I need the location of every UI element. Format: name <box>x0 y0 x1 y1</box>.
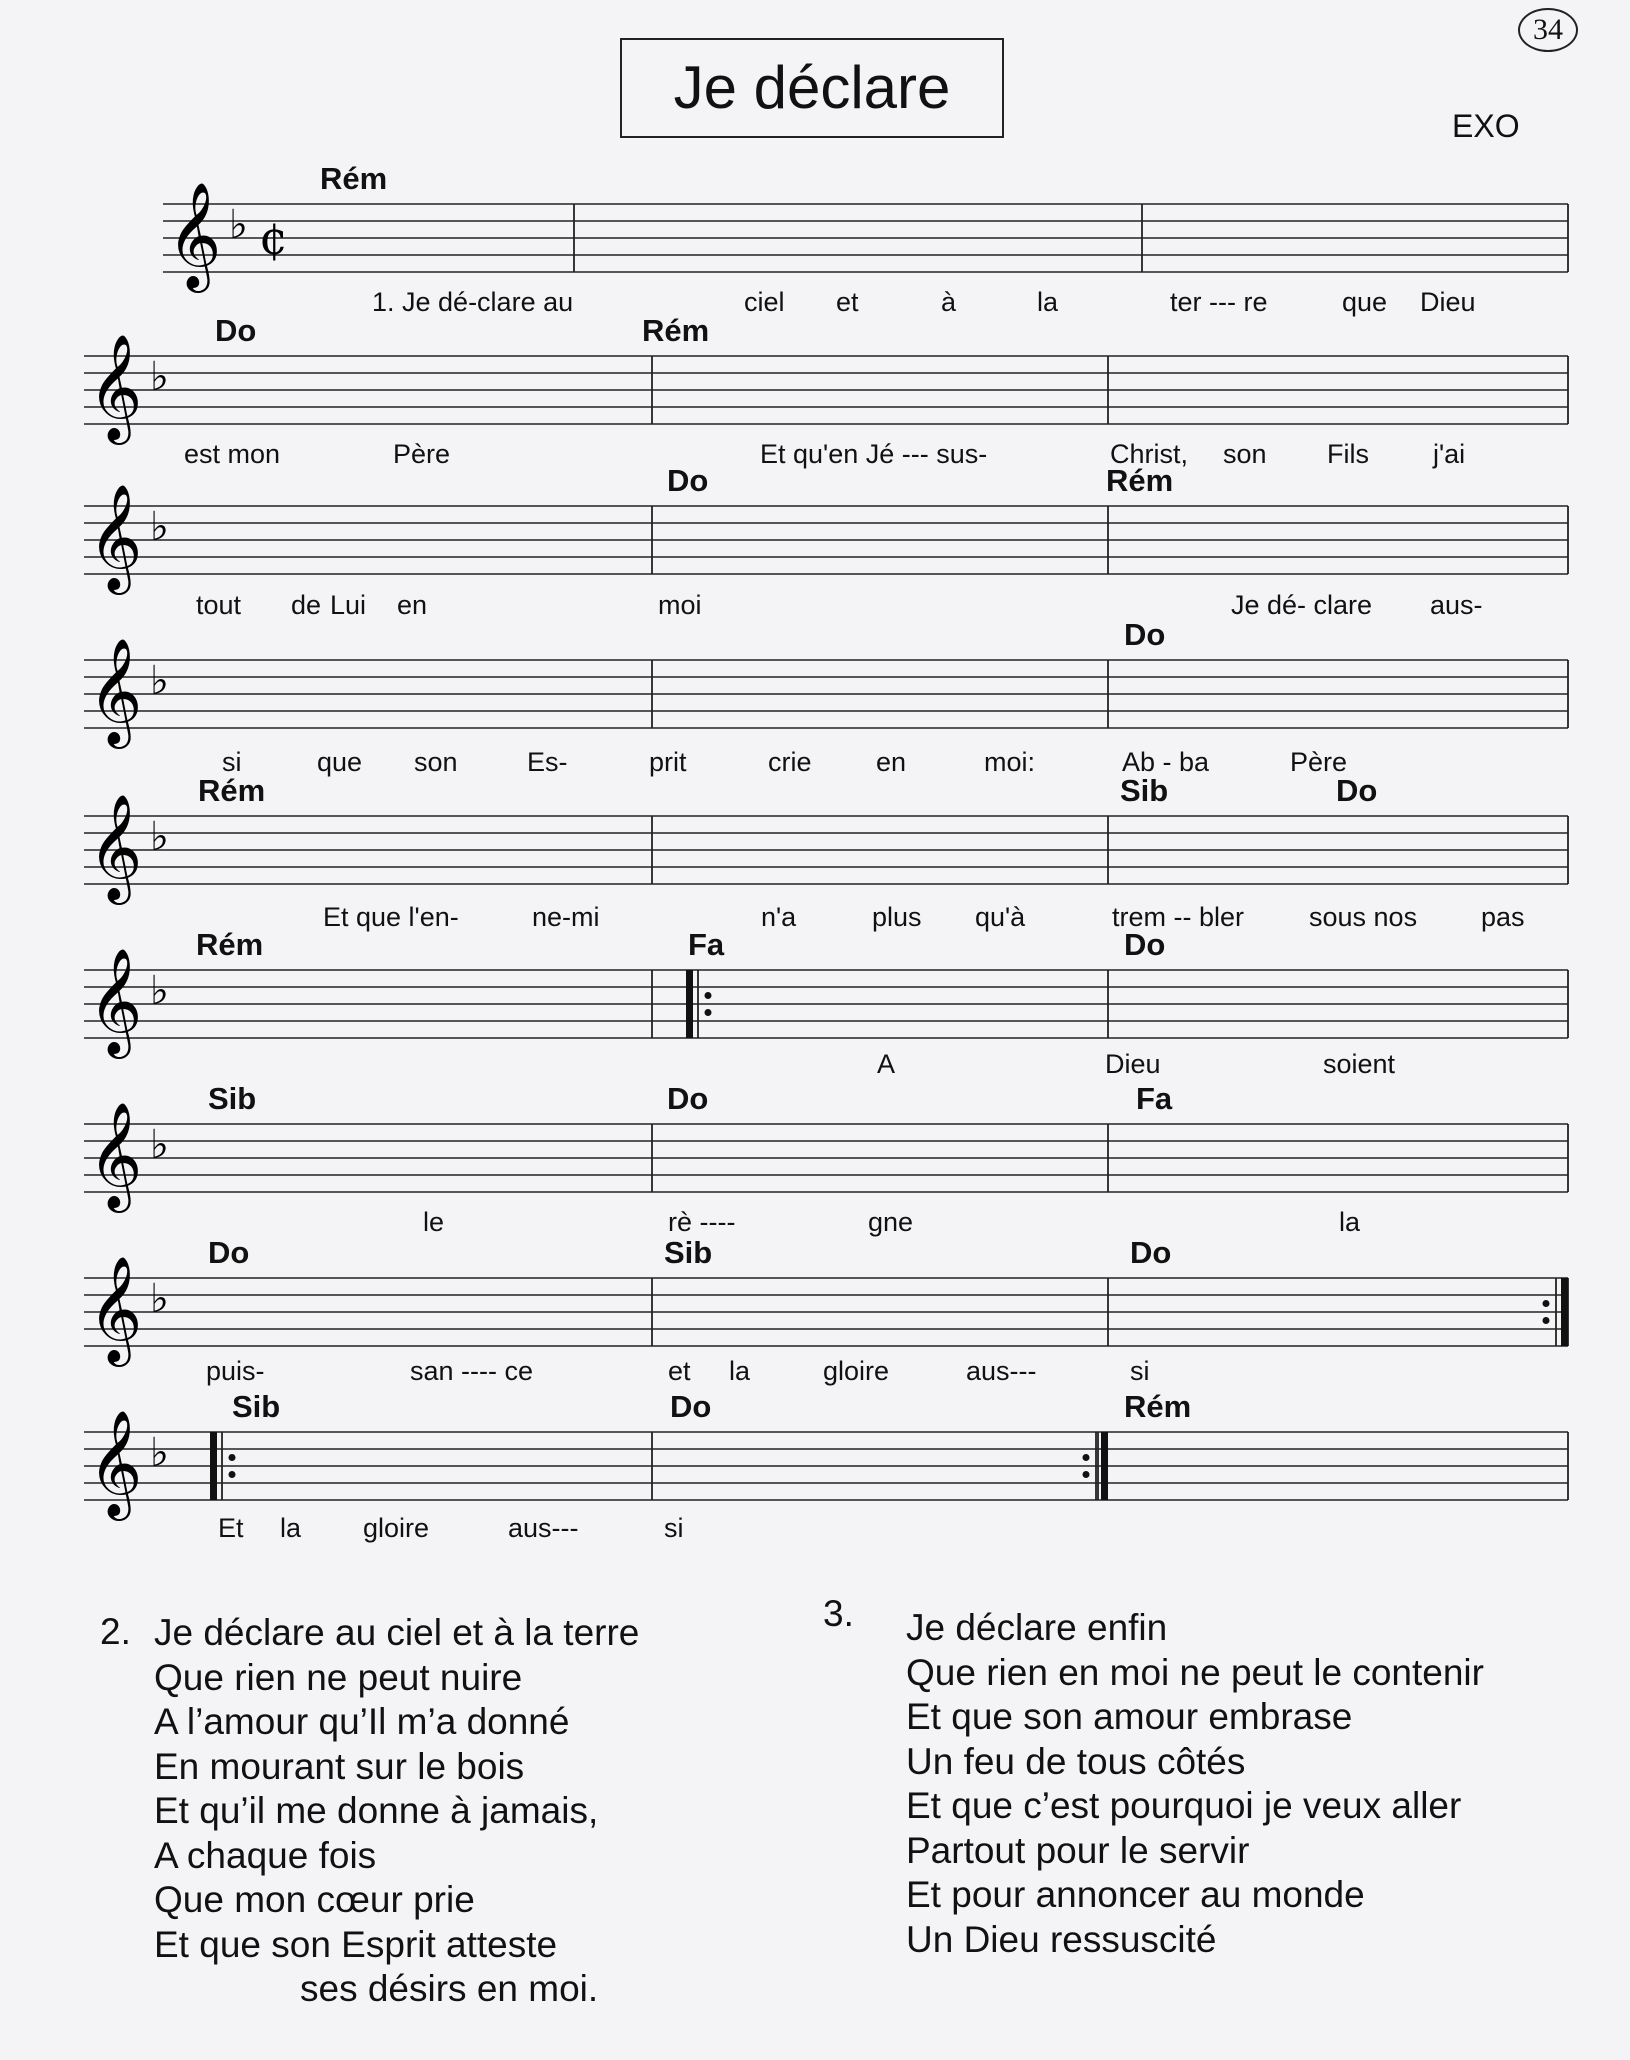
lyric-syllable: Lui <box>330 590 367 620</box>
lyric-syllable: moi: <box>984 747 1036 777</box>
lyric-syllable: Père <box>393 439 451 469</box>
lyric-syllable: que <box>1342 287 1388 317</box>
repeat-dot <box>705 992 712 999</box>
lyric-syllable: ter --- re <box>1170 287 1268 317</box>
treble-clef-icon: 𝄞 <box>88 483 143 590</box>
verse-line: Que rien en moi ne peut le contenir <box>906 1651 1484 1693</box>
key-flat-icon: ♭ <box>150 1430 169 1476</box>
chord-symbol: Do <box>667 463 709 498</box>
lyric-syllable: Et que l'en- <box>323 902 459 932</box>
verse-line: Que rien ne peut nuire <box>154 1656 523 1698</box>
lyric-syllable: la <box>729 1356 751 1386</box>
lyric-syllable: en <box>397 590 428 620</box>
lyric-syllable: Dieu <box>1105 1049 1161 1079</box>
lyric-syllable: plus <box>872 902 922 932</box>
treble-clef-icon: 𝄞 <box>88 1255 143 1362</box>
repeat-dot <box>229 1471 236 1478</box>
lyric-syllable: Je dé- clare <box>1231 590 1373 620</box>
chord-symbol: Do <box>1124 617 1166 652</box>
repeat-start-bar <box>686 970 693 1038</box>
chord-symbol: Do <box>1124 927 1166 962</box>
repeat-dot <box>1083 1454 1090 1461</box>
lyric-syllable: son <box>414 747 458 777</box>
song-title: Je déclare <box>620 38 1004 138</box>
treble-clef-icon: 𝄞 <box>88 1101 143 1208</box>
chord-symbol: Rém <box>196 927 264 962</box>
lyric-syllable: la <box>1037 287 1059 317</box>
lyric-syllable: rè ---- <box>668 1207 736 1237</box>
key-flat-icon: ♭ <box>150 968 169 1014</box>
lyric-syllable: j'ai <box>1433 439 1466 469</box>
chord-symbol: Do <box>208 1235 250 1270</box>
lyric-syllable: à <box>941 287 957 317</box>
chord-symbol: Rém <box>1124 1389 1192 1424</box>
lyric-syllable: aus--- <box>508 1513 579 1543</box>
lyric-syllable: Es- <box>527 747 568 777</box>
key-flat-icon: ♭ <box>150 1276 169 1322</box>
verse-line: Je déclare enfin <box>906 1607 1168 1648</box>
repeat-dot <box>705 1009 712 1016</box>
lyric-syllable: et <box>836 287 859 317</box>
lyric-syllable: que <box>317 747 363 777</box>
chord-symbol: Sib <box>1120 773 1169 808</box>
verse-line: Et pour annoncer au monde <box>906 1874 1365 1915</box>
chord-symbol: Do <box>670 1389 712 1424</box>
repeat-dot <box>1543 1317 1550 1324</box>
treble-clef-icon: 𝄞 <box>88 1409 143 1516</box>
lyric-syllable: 1. Je dé-clare au <box>372 287 574 317</box>
key-flat-icon: ♭ <box>150 814 169 860</box>
lyric-syllable: la <box>1339 1207 1361 1237</box>
repeat-dot <box>1083 1471 1090 1478</box>
verse-line: Et que c’est pourquoi je veux aller <box>906 1785 1462 1826</box>
composer: EXO <box>1452 108 1520 144</box>
chord-symbol: Rém <box>198 773 266 808</box>
lyric-syllable: est mon <box>184 439 281 469</box>
lyric-syllable: gloire <box>823 1356 890 1386</box>
lyric-syllable: Ab - ba <box>1122 747 1210 777</box>
verse-line: A chaque fois <box>154 1834 377 1876</box>
chord-symbol: Rém <box>320 161 388 196</box>
lyric-syllable: Christ, <box>1110 439 1189 469</box>
chord-symbol: Sib <box>664 1235 713 1270</box>
chord-symbol: Fa <box>688 927 725 962</box>
verse-line: En mourant sur le bois <box>154 1745 525 1787</box>
verse-line: Et que son Esprit atteste <box>154 1923 558 1965</box>
lyric-syllable: ne-mi <box>532 902 600 932</box>
chord-symbol: Do <box>1130 1235 1172 1270</box>
verse-line: Un Dieu ressuscité <box>906 1918 1217 1960</box>
lyric-syllable: si <box>1130 1356 1150 1386</box>
lyric-syllable: la <box>280 1513 302 1543</box>
verse-line: A l’amour qu’Il m’a donné <box>154 1701 570 1742</box>
lyric-syllable: puis- <box>206 1356 265 1386</box>
lyric-syllable: Père <box>1290 747 1348 777</box>
lyric-syllable: sous nos <box>1309 902 1418 932</box>
repeat-dot <box>229 1454 236 1461</box>
lyric-syllable: en <box>876 747 907 777</box>
lyric-syllable: Et <box>218 1513 244 1543</box>
cut-time-icon: ¢ <box>259 211 289 265</box>
key-flat-icon: ♭ <box>150 1122 169 1168</box>
verse-2 <box>154 1611 639 2012</box>
key-flat-icon: ♭ <box>150 504 169 550</box>
lyric-syllable: prit <box>649 747 687 777</box>
repeat-dot <box>1543 1300 1550 1307</box>
chord-symbol: Fa <box>1136 1081 1173 1116</box>
verse-3 <box>906 1606 1484 1962</box>
lyric-syllable: soient <box>1323 1049 1396 1079</box>
lyric-syllable: n'a <box>761 902 797 932</box>
chord-symbol: Do <box>215 313 257 348</box>
chord-symbol: Do <box>667 1081 709 1116</box>
lyric-syllable: aus- <box>1430 590 1483 620</box>
lyric-syllable: qu'à <box>975 902 1026 932</box>
key-flat-icon: ♭ <box>150 658 169 704</box>
verse-2-number: 2. <box>100 1611 131 1652</box>
lyric-syllable: gloire <box>363 1513 430 1543</box>
verse-line: Je déclare au ciel et à la terre <box>154 1612 640 1653</box>
lyric-syllable: moi <box>658 590 702 620</box>
lyric-syllable: pas <box>1481 902 1525 932</box>
lyric-syllable: ciel <box>744 287 785 317</box>
verse-line: Et qu’il me donne à jamais, <box>154 1790 599 1831</box>
verse-line: ses désirs en moi. <box>300 1968 599 2009</box>
treble-clef-icon: 𝄞 <box>88 793 143 900</box>
lyric-syllable: et <box>668 1356 691 1386</box>
key-flat-icon: ♭ <box>229 202 248 248</box>
lyric-syllable: crie <box>768 747 812 777</box>
repeat-end-bar <box>1101 1432 1108 1500</box>
lyric-syllable: gne <box>868 1207 914 1237</box>
lyric-syllable: A <box>877 1049 896 1079</box>
lyric-syllable: si <box>222 747 242 777</box>
chord-symbol: Rém <box>1106 463 1174 498</box>
lyric-syllable: son <box>1223 439 1267 469</box>
lyric-syllable: aus--- <box>966 1356 1037 1386</box>
lyric-syllable: le <box>423 1207 445 1237</box>
treble-clef-icon: 𝄞 <box>88 637 143 744</box>
page-number: 34 <box>1518 8 1578 52</box>
treble-clef-icon: 𝄞 <box>88 333 143 440</box>
chord-symbol: Do <box>1336 773 1378 808</box>
verse-line: Que mon cœur prie <box>154 1879 475 1920</box>
verse-line: Un feu de tous côtés <box>906 1740 1246 1782</box>
lyric-syllable: Dieu <box>1420 287 1476 317</box>
repeat-start-bar <box>210 1432 217 1500</box>
lyric-syllable: tout <box>196 590 242 620</box>
key-flat-icon: ♭ <box>150 354 169 400</box>
verse-line: Partout pour le servir <box>906 1829 1250 1871</box>
verse-line: Et que son amour embrase <box>906 1696 1353 1737</box>
chord-symbol: Sib <box>232 1389 281 1424</box>
lyric-syllable: san ---- ce <box>410 1356 534 1386</box>
verse-3-number: 3. <box>823 1593 854 1634</box>
chord-symbol: Rém <box>642 313 710 348</box>
repeat-end-bar <box>1561 1278 1568 1346</box>
chord-symbol: Sib <box>208 1081 257 1116</box>
lyric-syllable: Et qu'en Jé --- sus- <box>760 439 988 469</box>
lyric-syllable: de <box>291 590 322 620</box>
lyric-syllable: Fils <box>1327 439 1369 469</box>
treble-clef-icon: 𝄞 <box>88 947 143 1054</box>
lyric-syllable: trem -- bler <box>1112 902 1245 932</box>
lyric-syllable: si <box>664 1513 684 1543</box>
treble-clef-icon: 𝄞 <box>167 181 222 288</box>
